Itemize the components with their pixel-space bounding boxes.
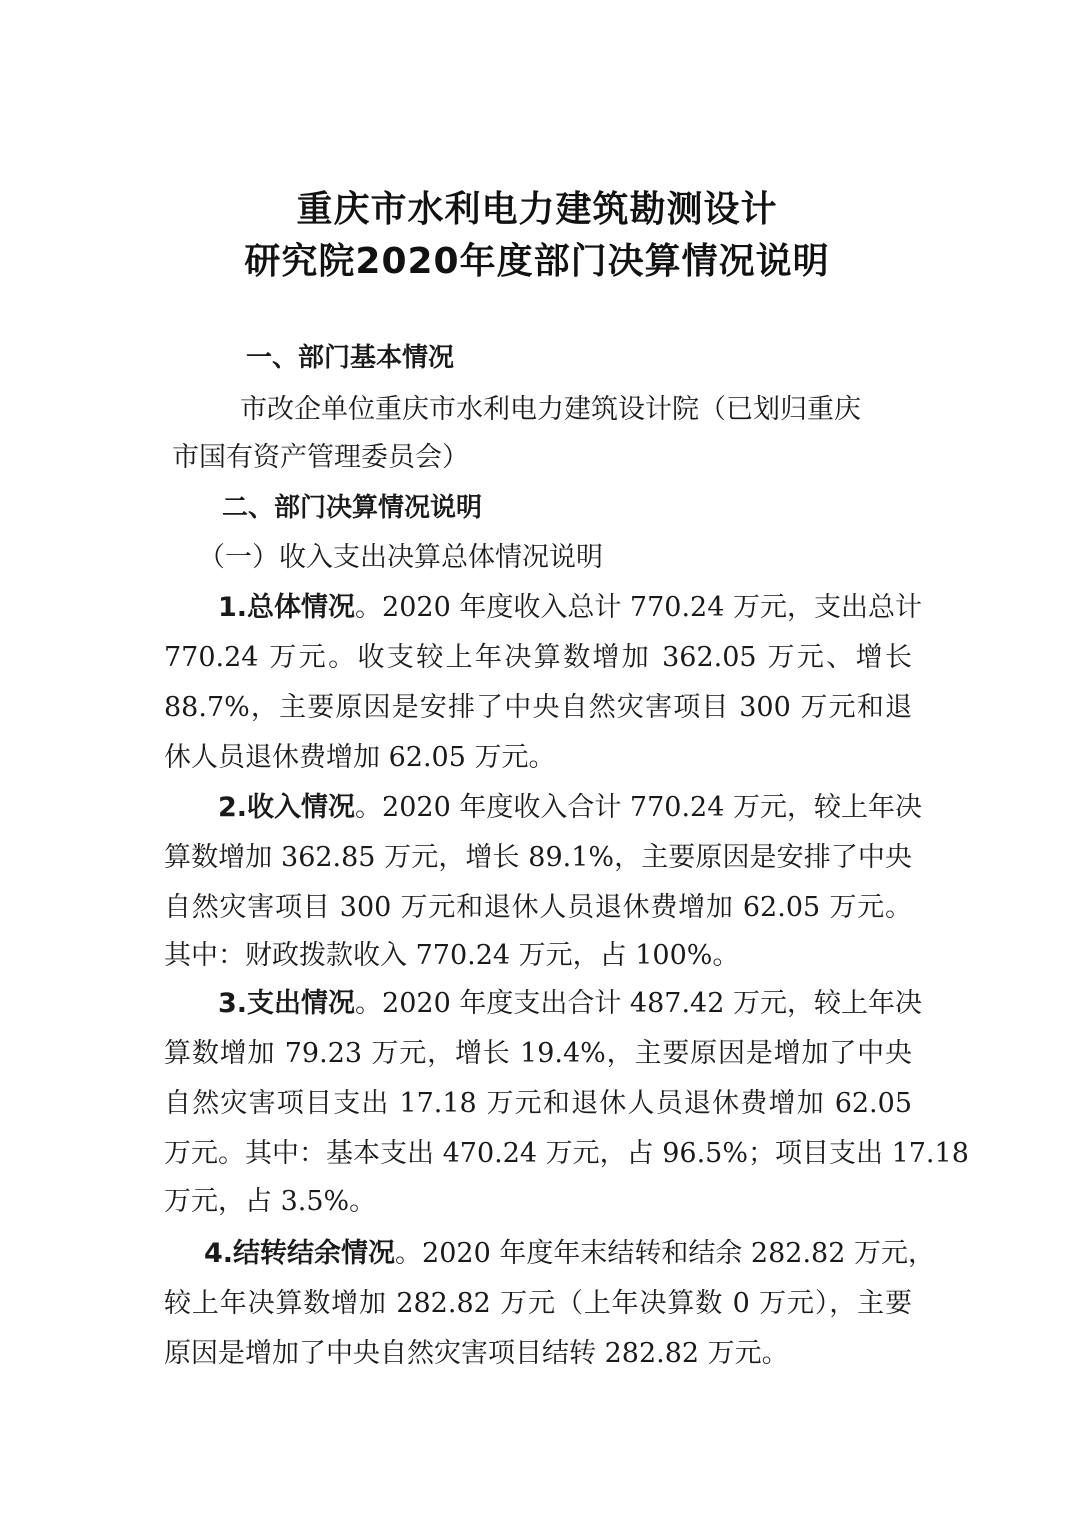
section-2-heading: 二、部门决算情况说明	[222, 493, 483, 523]
paragraph-4-line-3: 原因是增加了中央自然灾害项目结转 282.82 万元。	[164, 1338, 789, 1369]
paragraph-2-line-2: 算数增加 362.85 万元，增长 89.1%，主要原因是安排了中央	[164, 842, 912, 873]
paragraph-3-line-3: 自然灾害项目支出 17.18 万元和退休人员退休费增加 62.05	[164, 1088, 912, 1119]
paragraph-1-line-1	[218, 590, 922, 626]
paragraph-2-lead: 2.收入情况	[218, 792, 356, 823]
paragraph-3-line-1-text: 。2020 年度支出合计 487.42 万元，较上年决	[355, 988, 922, 1019]
paragraph-2-line-1	[218, 790, 922, 826]
paragraph-3-line-4: 万元。其中：基本支出 470.24 万元，占 96.5%；项目支出 17.18	[164, 1138, 969, 1169]
paragraph-2-line-1-text: 。2020 年度收入合计 770.24 万元，较上年决	[355, 792, 922, 823]
paragraph-1-line-4: 休人员退休费增加 62.05 万元。	[164, 742, 556, 773]
paragraph-1-line-1-text: 。2020 年度收入总计 770.24 万元，支出总计	[355, 592, 922, 623]
section-1-heading: 一、部门基本情况	[246, 343, 455, 373]
section-2-subheading: （一）收入支出决算总体情况说明	[198, 542, 603, 573]
paragraph-1-line-2: 770.24 万元。收支较上年决算数增加 362.05 万元、增长	[164, 642, 912, 673]
section-1-line-2: 市国有资产管理委员会）	[172, 442, 469, 473]
paragraph-4-line-1	[204, 1236, 935, 1272]
paragraph-1-lead: 1.总体情况	[218, 592, 356, 623]
paragraph-3-lead: 3.支出情况	[218, 988, 356, 1019]
paragraph-4-lead: 4.结转结余情况	[204, 1238, 396, 1269]
paragraph-4-line-1-text: 。2020 年度年末结转和结余 282.82 万元，	[395, 1238, 935, 1269]
paragraph-2-line-3: 自然灾害项目 300 万元和退休人员退休费增加 62.05 万元。	[164, 892, 912, 923]
paragraph-4-line-2: 较上年决算数增加 282.82 万元（上年决算数 0 万元），主要	[164, 1288, 912, 1319]
paragraph-3-line-1	[218, 986, 922, 1022]
section-1-line-1: 市改企单位重庆市水利电力建筑设计院（已划归重庆	[240, 394, 861, 425]
document-title-line-1: 重庆市水利电力建筑勘测设计	[296, 189, 778, 230]
paragraph-3-line-2: 算数增加 79.23 万元，增长 19.4%，主要原因是增加了中央	[164, 1038, 912, 1069]
paragraph-2-line-4: 其中：财政拨款收入 770.24 万元，占 100%。	[164, 940, 740, 971]
paragraph-1-line-3: 88.7%，主要原因是安排了中央自然灾害项目 300 万元和退	[164, 692, 912, 723]
paragraph-3-line-5: 万元，占 3.5%。	[164, 1186, 377, 1217]
document-title-line-2: 研究院2020年度部门决算情况说明	[244, 241, 830, 282]
